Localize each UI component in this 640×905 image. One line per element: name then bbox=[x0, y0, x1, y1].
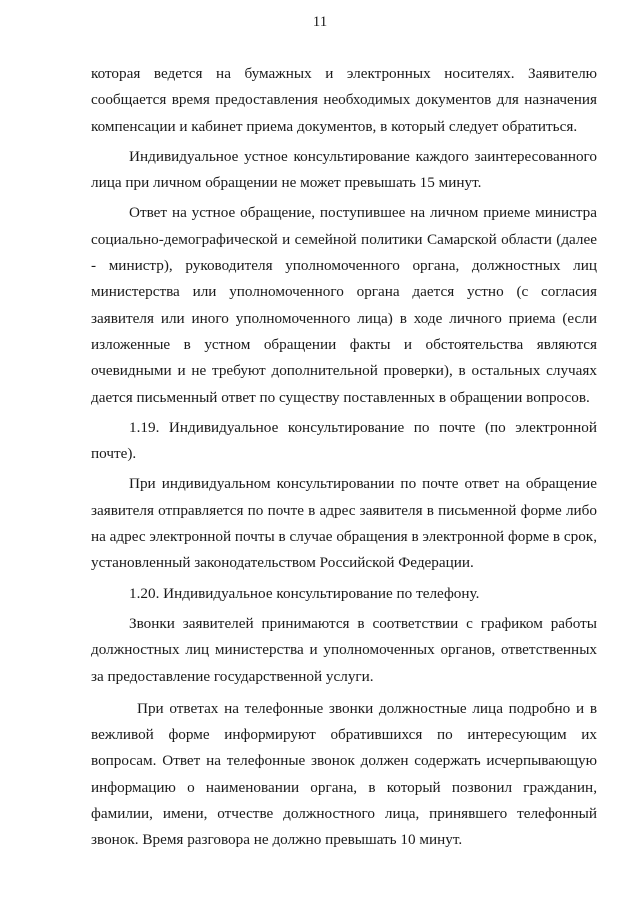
paragraph-continuation: которая ведется на бумажных и электронных носителях. Заявителю сообщается время предоставления необходимых документов для назначения компенсации и кабинет приема документов, в который следует обратиться. bbox=[91, 65, 597, 135]
paragraph-phone-schedule: Звонки заявителей принимаются в соответствии с графиком работы должностных лиц министерства и уполномоченных органов, ответственных за предоставление государственной услуги. bbox=[91, 614, 597, 685]
paragraph-phone-answers: При ответах на телефонные звонки должностные лица подробно и в вежливой форме информируют обратившихся по интересующим их вопросам. Ответ на телефонные звонок должен содержать исчерпывающую информацию о наименовании органа, в который позвонил гражданин, фамилии, имени, отчестве должностного лица, принявшего телефонный звонок. Время разговора не должно превышать 10 минут. bbox=[91, 699, 597, 849]
section-heading-1-20: 1.20. Индивидуальное консультирование по телефону. bbox=[129, 584, 480, 602]
paragraph-oral-consultation-time: Индивидуальное устное консультирование каждого заинтересованного лица при личном обращении не может превышать 15 минут. bbox=[91, 147, 597, 192]
paragraph-oral-response: Ответ на устное обращение, поступившее на личном приеме министра социально-демографической и семейной политики Самарской области (далее - министр), руководителя уполномоченного органа, должностных лиц министерства или уполномоченного органа дается устно (с согласия заявителя или иного уполномоченного лица) в ходе личного приема (если изложенные в устном обращении факты и обстоятельства являются очевидными и не требуют дополнительной проверки), в остальных случаях дается письменный ответ по существу поставленных в обращении вопросов. bbox=[91, 204, 597, 406]
page-number: 11 bbox=[312, 14, 328, 30]
document-body bbox=[91, 61, 597, 854]
paragraph-mail-consultation: При индивидуальном консультировании по почте ответ на обращение заявителя отправляется по почте в адрес заявителя в письменной форме либо на адрес электронной почты в случае обращения в электронной форме в срок, установленный законодательством Российской Федерации. bbox=[91, 475, 597, 572]
section-heading-1-19: 1.19. Индивидуальное консультирование по почте (по электронной почте). bbox=[91, 418, 597, 463]
